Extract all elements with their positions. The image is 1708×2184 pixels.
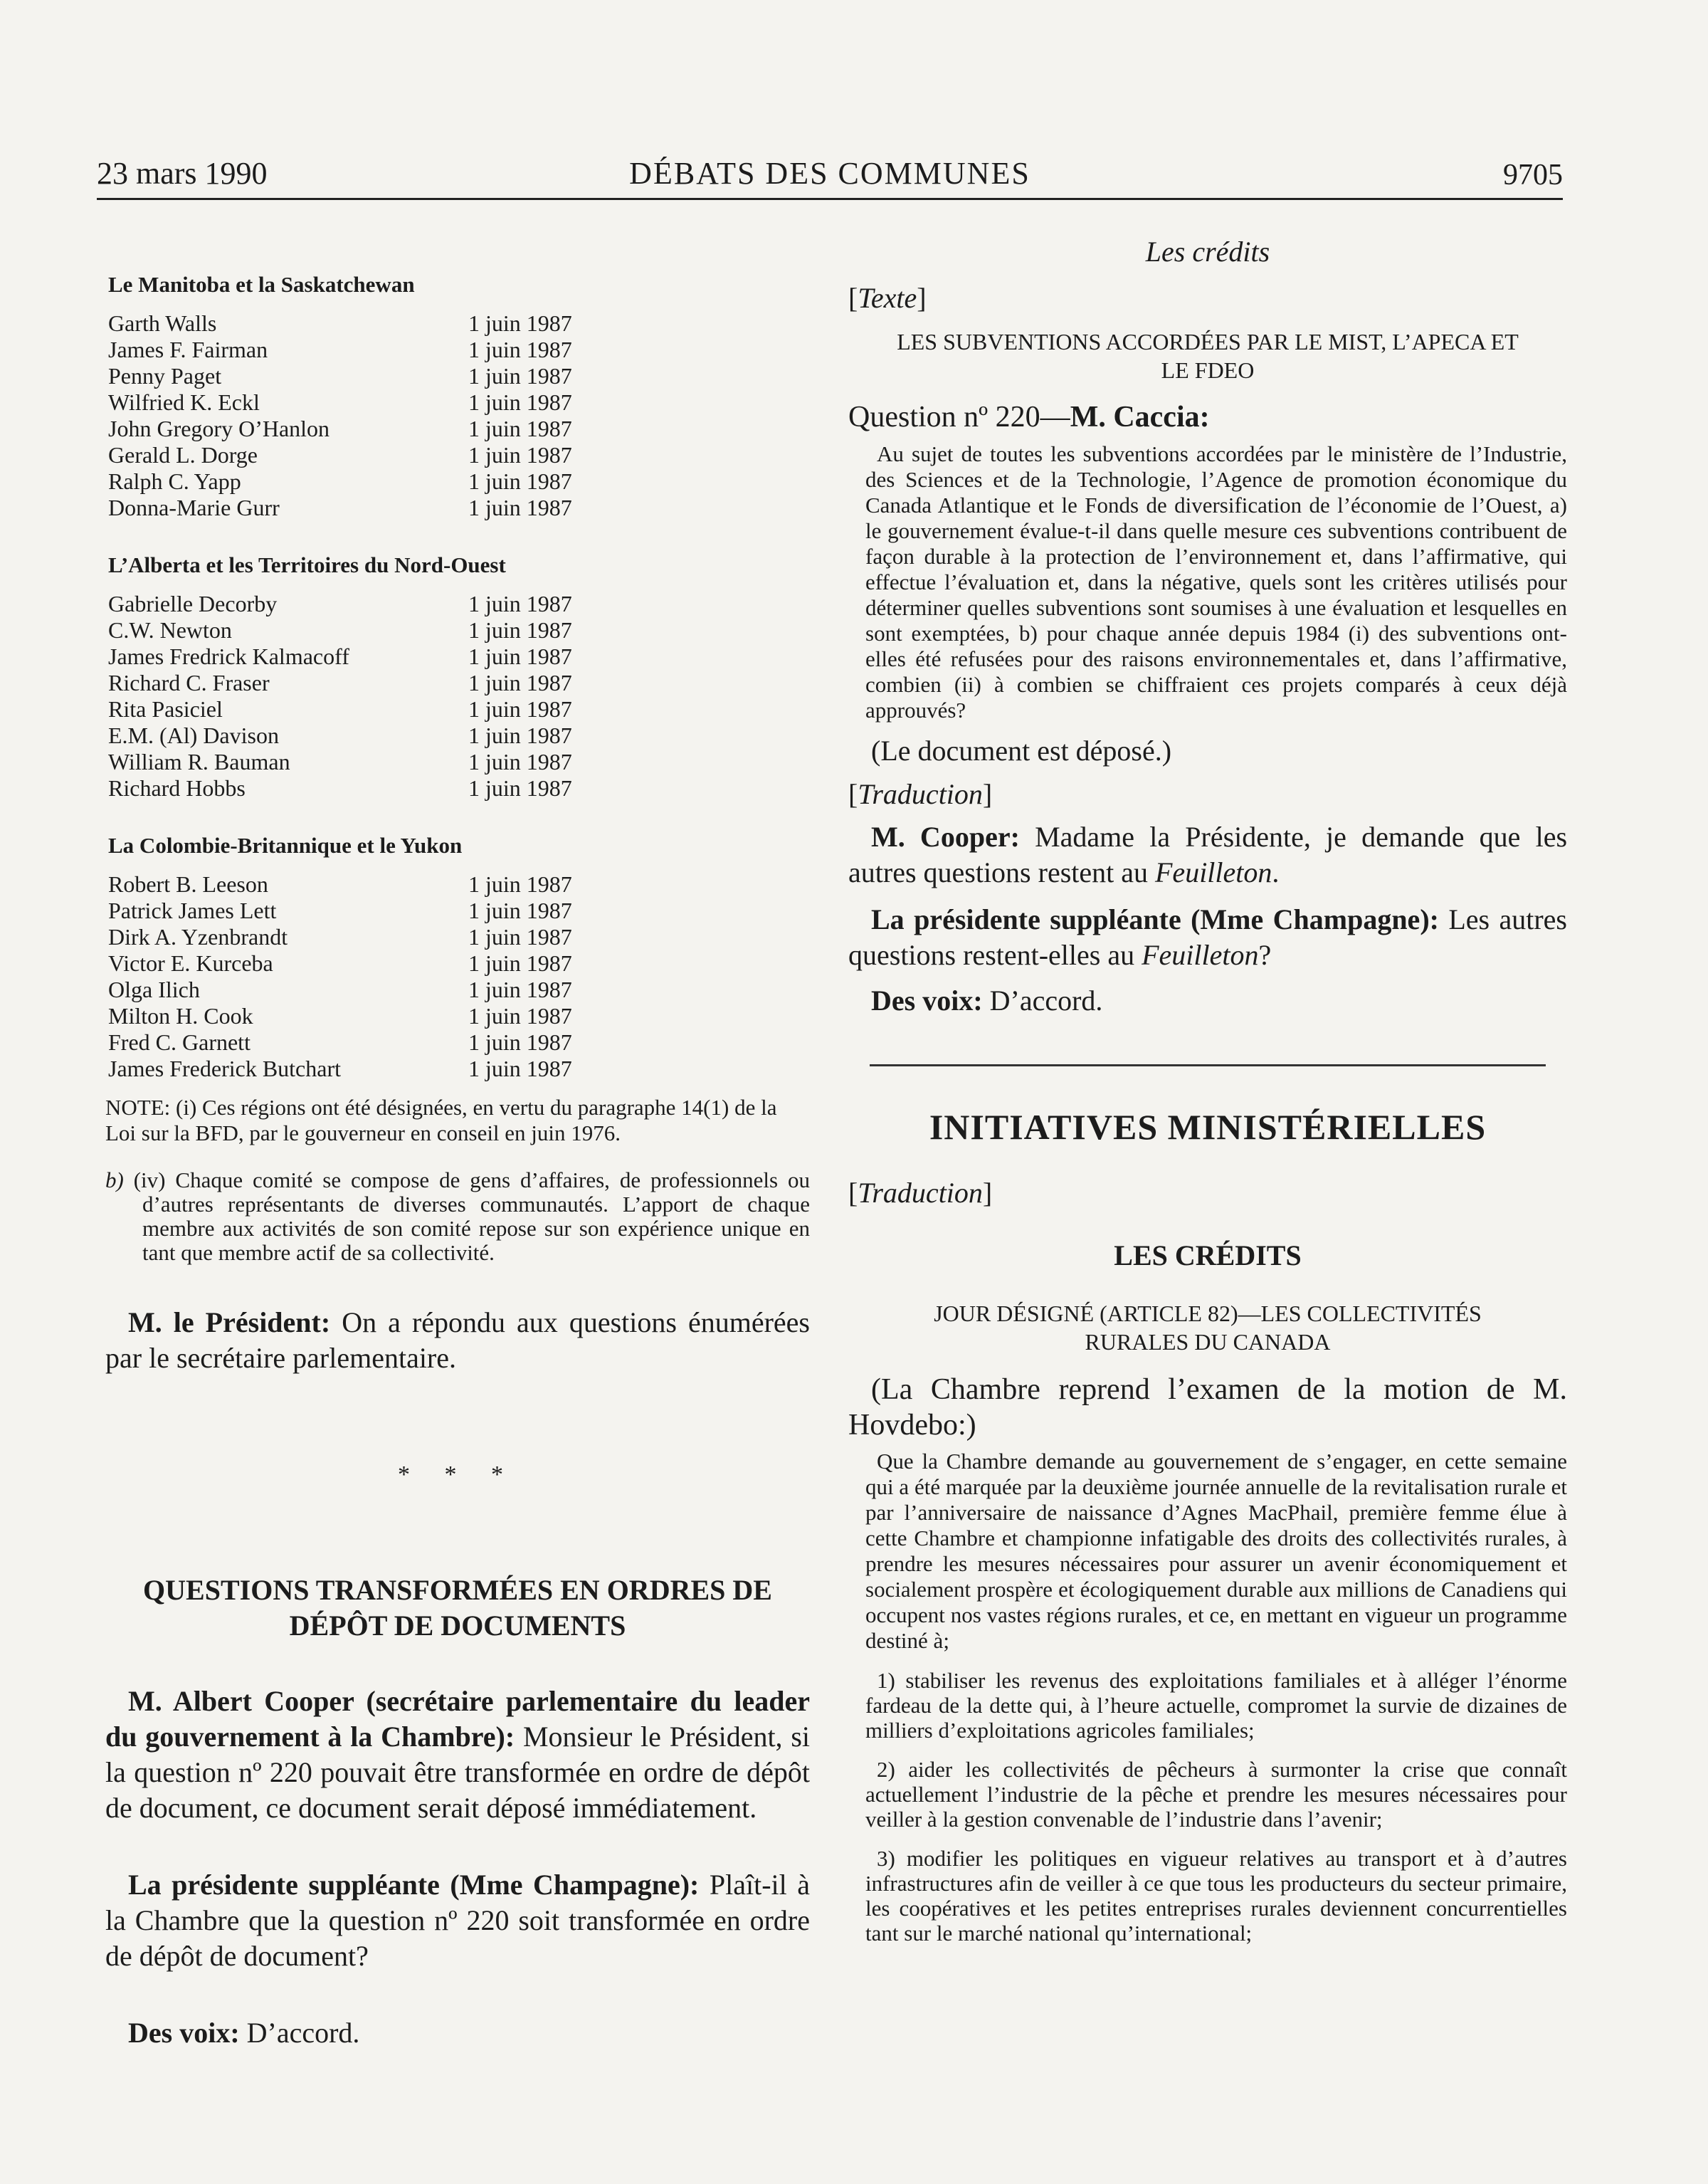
translation-marker: [Traduction] (848, 1177, 993, 1209)
member-date: 1 juin 1987 (468, 617, 572, 643)
acting-speaker-question (848, 902, 1567, 973)
member-date: 1 juin 1987 (468, 442, 572, 468)
bracket-close: ] (917, 282, 927, 314)
credits-subheading: Les crédits (1145, 236, 1270, 268)
member-name: Garth Walls (108, 310, 217, 336)
member-row (105, 749, 810, 775)
member-name: Dirk A. Yzenbrandt (108, 924, 288, 950)
note-committees-prefix: b) (105, 1167, 124, 1192)
section-heading-line: QUESTIONS TRANSFORMÉES EN ORDRES DE (143, 1574, 772, 1606)
speech-text: D’accord. (239, 2017, 360, 2049)
member-date: 1 juin 1987 (468, 389, 572, 415)
member-date: 1 juin 1987 (468, 363, 572, 389)
member-name: John Gregory O’Hanlon (108, 416, 330, 441)
member-list (105, 310, 810, 521)
member-row (105, 696, 810, 723)
cooper-speech (105, 1684, 810, 1826)
motion-item: 1) stabiliser les revenus des exploitations familiales et à alléger l’énorme fardeau de la dette qui, à l’heure actuelle, compromet la survie de dizaines de milliers d’exploitations agricoles familiales; (865, 1668, 1567, 1743)
initiatives-heading: INITIATIVES MINISTÉRIELLES (929, 1107, 1487, 1147)
member-name: E.M. (Al) Davison (108, 723, 279, 748)
member-row (105, 644, 810, 670)
credits-heading: LES CRÉDITS (1114, 1239, 1302, 1271)
member-name: Ralph C. Yapp (108, 468, 241, 494)
member-row (105, 898, 810, 924)
translation-marker: [Traduction] (848, 778, 993, 810)
member-row (105, 416, 810, 442)
member-date: 1 juin 1987 (468, 468, 572, 494)
translation-marker-label: Traduction (858, 778, 983, 810)
question-text: Au sujet de toutes les subventions accordées par le ministère de l’Industrie, des Sciences et de la Technologie, l’Agence de promotion économique du Canada Atlantique et le Fonds de diversification de l’économie de l’Ouest, a) le gouvernement évalue-t-il dans quelle mesure ces subventions contribuent de façon durable à la protection de l’environnement et, dans l’affirmative, qui effectue l’évaluation et, dans la négative, quels sont les critères utilisés pour déterminer quelles subventions sont soumises à une évaluation et lesquelles en sont exemptées, b) pour chaque année depuis 1984 (i) des subventions ont-elles été refusées pour des raisons environnementales et, dans l’affirmative, combien (ii) à combien se chiffraient ces projets comparés à ceux déjà approuvés? (865, 441, 1567, 723)
section-separator: * * * (398, 1461, 517, 1488)
cooper-request (848, 819, 1567, 891)
member-date: 1 juin 1987 (468, 898, 572, 923)
bracket-open: [ (848, 282, 858, 314)
subsidies-heading-line: LE FDEO (1161, 357, 1255, 383)
motion-text: Que la Chambre demande au gouvernement de s’engager, en cette semaine qui a été marquée par la deuxième journée annuelle de la revitalisation rurale et par l’anniversaire de naissance d’Agnes MacPhail, première femme élue à cette Chambre et championne infatigable des droits des collectivités rurales, à prendre les mesures nécessaires pour assurer un avenir économiquement et socialement prospère et écologiquement durable aux millions de Canadiens qui occupent nos vastes régions rurales, et ce, en mettant en vigueur un programme destiné à; (865, 1449, 1567, 1653)
member-date: 1 juin 1987 (468, 591, 572, 616)
speech-text: D’accord. (982, 985, 1103, 1017)
speech-text: Madame la Présidente, je demande que les autres questions restent au (848, 821, 1568, 888)
member-date: 1 juin 1987 (468, 495, 572, 520)
speaker-name: M. le Président: (128, 1306, 331, 1338)
subsidies-heading-line: LES SUBVENTIONS ACCORDÉES PAR LE MIST, L’APECA ET (897, 329, 1519, 355)
member-date: 1 juin 1987 (468, 950, 572, 976)
subsidies-heading (848, 327, 1567, 384)
motion-intro: (La Chambre reprend l’examen de la motion de M. Hovdebo:) (848, 1373, 1567, 1442)
member-name: Victor E. Kurceba (108, 950, 273, 976)
member-name: Richard Hobbs (108, 775, 246, 801)
member-date: 1 juin 1987 (468, 1003, 572, 1029)
member-row (105, 1003, 810, 1029)
member-name: Wilfried K. Eckl (108, 389, 260, 415)
feuilleton-italic: Feuilleton (1155, 856, 1272, 888)
member-name: Robert B. Leeson (108, 871, 268, 897)
member-name: Fred C. Garnett (108, 1029, 251, 1055)
member-date: 1 juin 1987 (468, 749, 572, 775)
member-row (105, 363, 810, 389)
region-heading: La Colombie-Britannique et le Yukon (108, 833, 463, 858)
member-name: Richard C. Fraser (108, 670, 270, 695)
voices-speech (105, 2015, 810, 2051)
speaker-name: Des voix: (871, 985, 983, 1017)
speech-text-end: ? (1258, 939, 1272, 971)
member-row (105, 775, 810, 802)
motion-item: 2) aider les collectivités de pêcheurs à surmonter la crise que connaît actuellement l’industrie de la pêche et prendre les mesures nécessaires pour veiller à la gestion convenable de l’industrie dans l’avenir; (865, 1757, 1567, 1832)
member-row (105, 670, 810, 696)
text-marker-label: Texte (858, 282, 917, 314)
speaker-name: M. Cooper: (871, 821, 1020, 853)
speaker-name: La présidente suppléante (Mme Champagne): (128, 1869, 700, 1901)
left-column (105, 235, 810, 2051)
question-number: Question nº 220— (848, 401, 1070, 434)
member-name: James F. Fairman (108, 337, 268, 362)
member-row (105, 977, 810, 1003)
right-column (848, 235, 1567, 1946)
member-list (105, 871, 810, 1082)
speech-text: Monsieur le Président, si la question nº 220 pouvait être transformée en ordre de dépôt de document, ce document serait déposé immédiatement. (105, 1721, 811, 1824)
member-row (105, 871, 810, 898)
member-name: James Frederick Butchart (108, 1056, 341, 1081)
translation-marker-label: Traduction (858, 1177, 983, 1209)
member-row (105, 389, 810, 416)
member-name: Donna-Marie Gurr (108, 495, 280, 520)
note-committees (105, 1168, 810, 1265)
member-date: 1 juin 1987 (468, 644, 572, 669)
member-row (105, 310, 810, 337)
member-row (105, 723, 810, 749)
member-row (105, 495, 810, 521)
page-header (97, 148, 1563, 200)
member-name: Milton H. Cook (108, 1003, 253, 1029)
member-date: 1 juin 1987 (468, 310, 572, 336)
designated-day-line: RURALES DU CANADA (1085, 1329, 1331, 1355)
speech-text: Plaît-il à la Chambre que la question nº 220 soit transformée en ordre de dépôt de document? (105, 1869, 810, 1972)
member-name: Penny Paget (108, 363, 222, 389)
speaker-name: M. Albert Cooper (secrétaire parlementaire du leader du gouvernement à la Chambre): (105, 1685, 810, 1753)
acting-speaker-speech (105, 1867, 810, 1974)
feuilleton-italic: Feuilleton (1142, 939, 1259, 971)
question-line (848, 400, 1567, 434)
member-date: 1 juin 1987 (468, 1029, 572, 1055)
speech-text: On a répondu aux questions énumérées par le secrétaire parlementaire. (105, 1306, 810, 1374)
member-date: 1 juin 1987 (468, 670, 572, 695)
member-row (105, 617, 810, 644)
member-date: 1 juin 1987 (468, 977, 572, 1002)
member-name: Patrick James Lett (108, 898, 277, 923)
member-date: 1 juin 1987 (468, 871, 572, 897)
member-date: 1 juin 1987 (468, 723, 572, 748)
tabled-note: (Le document est déposé.) (871, 735, 1172, 767)
designated-day-line: JOUR DÉSIGNÉ (ARTICLE 82)—LES COLLECTIVITÉS (934, 1301, 1482, 1326)
note-regions: NOTE: (i) Ces régions ont été désignées, en vertu du paragraphe 14(1) de la Loi sur la BFD, par le gouverneur en conseil en juin 1976. (105, 1095, 777, 1145)
section-heading-line: DÉPÔT DE DOCUMENTS (289, 1610, 626, 1642)
voices-agree (848, 983, 1567, 1019)
member-row (105, 1056, 810, 1082)
member-row (105, 591, 810, 617)
member-row (105, 337, 810, 363)
page-number: 9705 (1503, 159, 1563, 191)
region-heading: L’Alberta et les Territoires du Nord-Ouest (108, 552, 506, 577)
speech-text-end: . (1272, 856, 1280, 888)
president-speech (105, 1305, 810, 1376)
header-title: DÉBATS DES COMMUNES (629, 156, 1030, 191)
member-row (105, 950, 810, 977)
member-list (105, 591, 810, 802)
member-name: James Fredrick Kalmacoff (108, 644, 349, 669)
member-row (105, 468, 810, 495)
member-name: Rita Pasiciel (108, 696, 223, 722)
member-date: 1 juin 1987 (468, 416, 572, 441)
member-row (105, 442, 810, 468)
member-name: William R. Bauman (108, 749, 290, 775)
member-date: 1 juin 1987 (468, 775, 572, 801)
member-date: 1 juin 1987 (468, 924, 572, 950)
section-divider (870, 1064, 1546, 1066)
text-marker (848, 281, 1567, 315)
member-row (105, 1029, 810, 1056)
motion-item: 3) modifier les politiques en vigueur relatives au transport et à d’autres infrastructures afin de veiller à ce que tous les producteurs du secteur primaire, les coopératives et les petites entreprises rurales deviennent concurrentielles tant sur le marché national qu’international; (865, 1846, 1567, 1946)
speech-text: Les autres questions restent-elles au (848, 903, 1568, 971)
speaker-name: Des voix: (128, 2017, 240, 2049)
member-date: 1 juin 1987 (468, 337, 572, 362)
member-row (105, 924, 810, 950)
member-date: 1 juin 1987 (468, 1056, 572, 1081)
designated-day-heading (848, 1299, 1567, 1356)
section-heading (105, 1573, 810, 1644)
member-date: 1 juin 1987 (468, 696, 572, 722)
member-name: C.W. Newton (108, 617, 232, 643)
header-date: 23 mars 1990 (97, 156, 268, 191)
region-heading: Le Manitoba et la Saskatchewan (108, 272, 415, 297)
speaker-name: La présidente suppléante (Mme Champagne): (871, 903, 1439, 935)
member-name: Olga Ilich (108, 977, 200, 1002)
member-name: Gerald L. Dorge (108, 442, 258, 468)
member-name: Gabrielle Decorby (108, 591, 278, 616)
note-committees-text: (iv) Chaque comité se compose de gens d’affaires, de professionnels ou d’autres représentants de diverses communautés. L’apport de chaque membre aux activités de son comité repose sur son expérience unique en tant que membre actif de sa collectivité. (123, 1167, 810, 1265)
question-member: M. Caccia: (1070, 401, 1210, 434)
